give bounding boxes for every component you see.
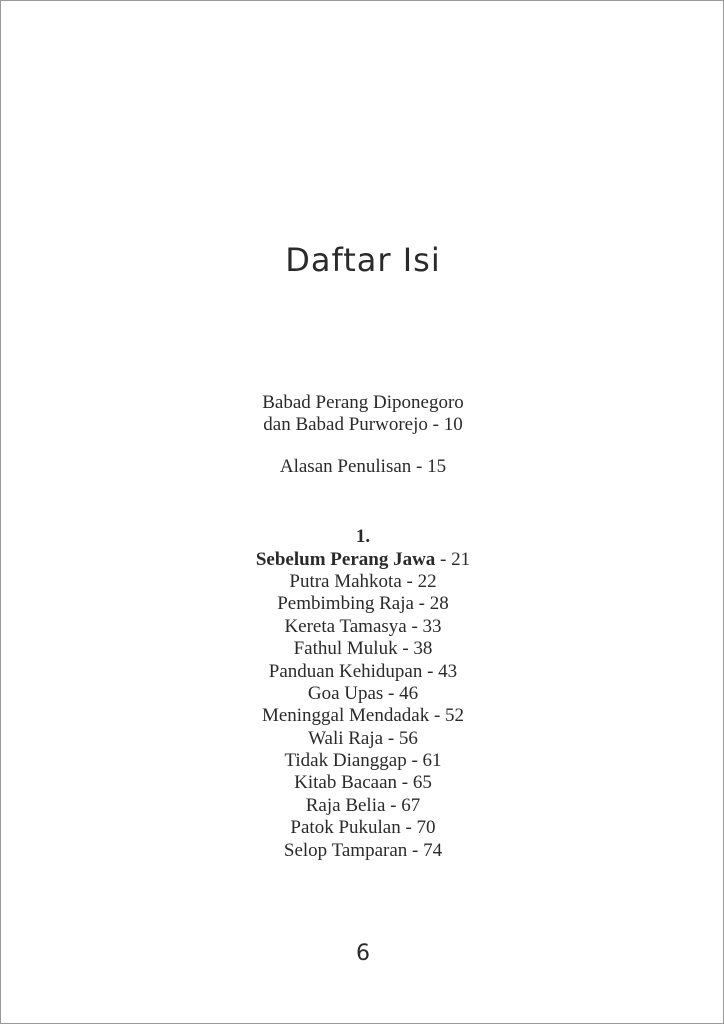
chapter-page: - 21 [435,548,471,570]
toc-section: Patok Pukulan - 70 [290,817,436,839]
toc-section: Raja Belia - 67 [305,794,421,816]
toc-entry-alasan: Alasan Penulisan - 15 [279,455,447,477]
toc-section: Tidak Dianggap - 61 [284,750,442,772]
toc-section: Panduan Kehidupan - 43 [268,660,458,682]
chapter-number: 1. [355,526,371,548]
toc-section: Selop Tamparan - 74 [283,839,443,861]
toc-section: Pembimbing Raja - 28 [277,593,449,615]
table-of-contents [1,392,724,862]
toc-section: Wali Raja - 56 [308,727,418,749]
page-title: Daftar Isi [285,241,441,279]
toc-entry-babad-line-1: Babad Perang Diponegoro [262,392,464,413]
toc-section: Meninggal Mendadak - 52 [261,705,465,727]
toc-section: Goa Upas - 46 [307,682,419,704]
toc-entry-babad-line-2: dan Babad Purworejo - 10 [263,414,463,436]
chapter-heading [1,549,724,571]
toc-section: Putra Mahkota - 22 [289,570,437,592]
toc-section: Fathul Muluk - 38 [293,638,433,660]
page-number: 6 [356,941,370,966]
chapter-title: Sebelum Perang Jawa [255,548,436,570]
spacer [1,437,724,456]
toc-section: Kitab Bacaan - 65 [294,772,432,794]
toc-section: Kereta Tamasya - 33 [284,615,442,637]
spacer [1,478,724,526]
